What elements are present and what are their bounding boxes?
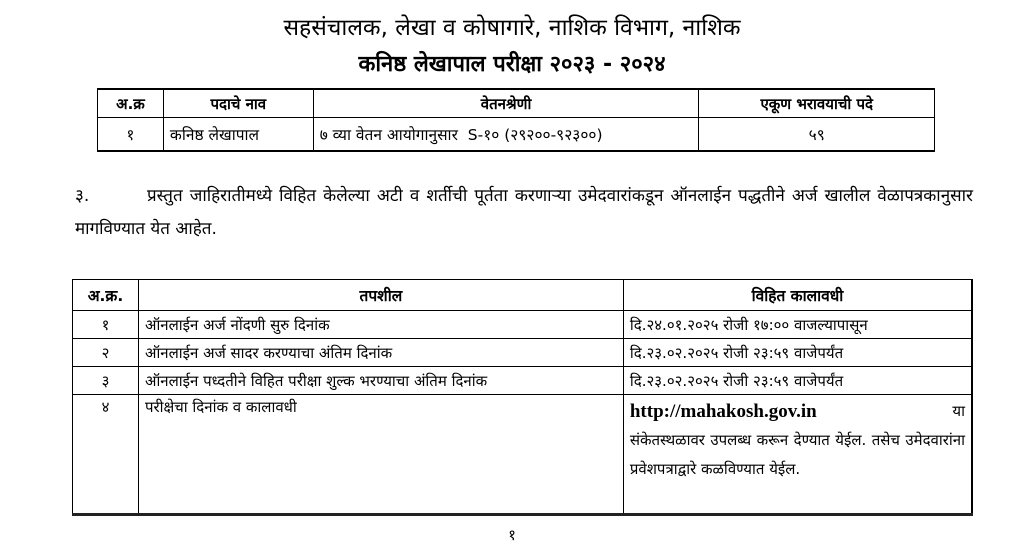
mahakosh-link[interactable]: http://mahakosh.gov.in [629, 401, 817, 422]
office-title: सहसंचालक, लेखा व कोषागारे, नाशिक विभाग, नाशिक [283, 15, 741, 41]
table-row [73, 395, 973, 515]
detail-cell: ऑनलाईन अर्ज नोंदणी सुरु दिनांक [138, 311, 623, 339]
pay-scale-cell: ७ व्या वेतन आयोगानुसार S-१० (२९२००-९२३००) [313, 118, 699, 152]
column-header: तपशील [138, 280, 623, 311]
total-posts-cell: ५९ [699, 118, 935, 152]
serial-cell: ४ [73, 395, 139, 515]
column-header: वेतनश्रेणी [313, 89, 699, 118]
paragraph-number: ३. [75, 186, 90, 206]
exam-title: कनिष्ठ लेखापाल परीक्षा २०२३ - २०२४ [358, 52, 666, 77]
table-row [73, 339, 973, 367]
page-number: १ [508, 526, 516, 544]
posts-table [97, 88, 935, 152]
serial-cell: २ [73, 339, 139, 367]
column-header: एकूण भरावयाची पदे [699, 89, 935, 118]
serial-cell: १ [73, 311, 139, 339]
detail-cell: परीक्षेचा दिनांक व कालावधी [138, 395, 623, 515]
post-name-cell: कनिष्ठ लेखापाल [163, 118, 313, 152]
period-cell [623, 395, 972, 515]
table-header-row [98, 89, 935, 118]
table-row [73, 311, 973, 339]
paragraph-text: प्रस्तुत जाहिरातीमध्ये विहित केलेल्या अटी व शर्तीची पूर्तता करणाऱ्या उमेदवारांकडून ऑनलाईन पद्धतीने अर्ज खालील वेळापत्रकानुसार मागविण्यात येत आहेत. [75, 186, 973, 239]
schedule-table [72, 279, 973, 516]
column-header: विहित कालावधी [623, 280, 972, 311]
table-row [73, 367, 973, 395]
column-header: अ.क्र [98, 89, 164, 118]
table-row [98, 118, 935, 152]
instruction-paragraph [75, 180, 973, 246]
detail-cell: ऑनलाईन अर्ज सादर करण्याचा अंतिम दिनांक [138, 339, 623, 367]
period-cell: दि.२३.०२.२०२५ रोजी २३:५९ वाजेपर्यंत [623, 339, 972, 367]
period-cell: दि.२४.०१.२०२५ रोजी १७:०० वाजल्यापासून [623, 311, 972, 339]
column-header: पदाचे नाव [163, 89, 313, 118]
period-cell: दि.२३.०२.२०२५ रोजी २३:५९ वाजेपर्यंत [623, 367, 972, 395]
table-header-row [73, 280, 973, 311]
serial-cell: १ [98, 118, 164, 152]
period-description: संकेतस्थळावर उपलब्ध करून देण्यात येईल. तसेच उमेदवारांना प्रवेशपत्राद्वारे कळविण्यात येईल. [629, 431, 965, 478]
url-suffix: या [952, 402, 965, 420]
detail-cell: ऑनलाईन पध्दतीने विहित परीक्षा शुल्क भरण्याचा अंतिम दिनांक [138, 367, 623, 395]
serial-cell: ३ [73, 367, 139, 395]
column-header: अ.क्र. [73, 280, 139, 311]
